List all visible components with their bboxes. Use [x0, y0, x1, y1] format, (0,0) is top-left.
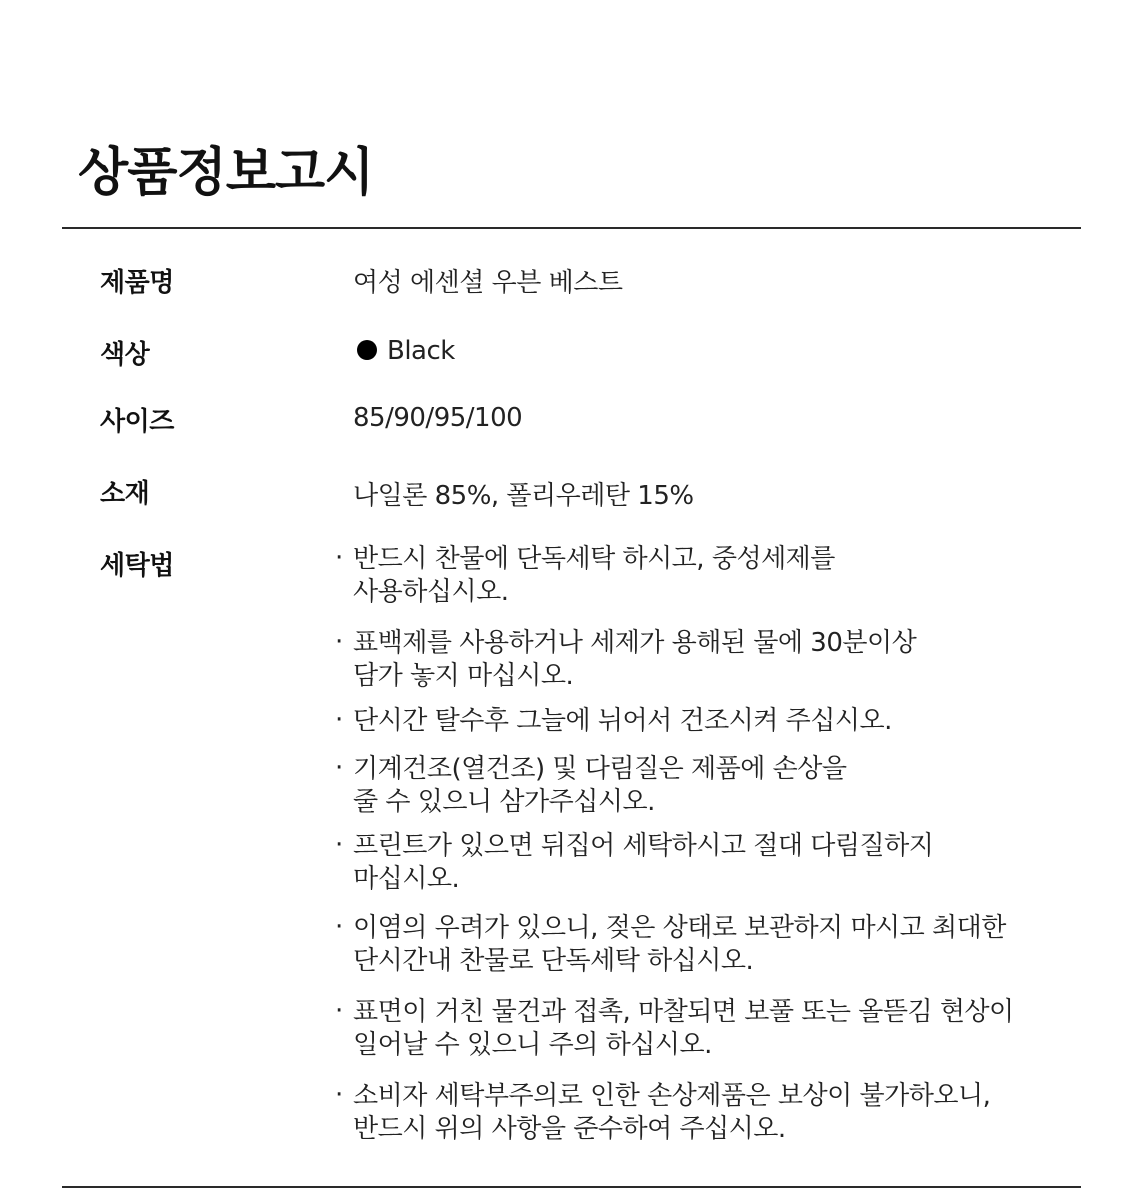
- care-instruction-text: 기계건조(열건조) 및 다림질은 제품에 손상을 줄 수 있으니 삼가주십시오.: [353, 754, 847, 817]
- care-label: 세탁법: [100, 551, 174, 581]
- color-swatch-icon: [357, 340, 377, 360]
- bullet-icon: ·: [335, 996, 343, 1026]
- size-label: 사이즈: [100, 407, 174, 437]
- product-name-value: 여성 에센셜 우븐 베스트: [353, 268, 623, 298]
- material-label: 소재: [100, 479, 150, 509]
- bullet-icon: ·: [335, 705, 343, 735]
- care-instruction-text: 단시간 탈수후 그늘에 뉘어서 건조시켜 주십시오.: [353, 706, 892, 736]
- bullet-icon: ·: [335, 1080, 343, 1110]
- care-instruction-text: 표백제를 사용하거나 세제가 용해된 물에 30분이상 담가 놓지 마십시오.: [353, 628, 917, 691]
- color-value-text: Black: [387, 336, 455, 366]
- bottom-divider: [62, 1186, 1081, 1188]
- color-value: [357, 336, 455, 366]
- product-name-label: 제품명: [100, 268, 174, 298]
- color-label: 색상: [100, 340, 150, 370]
- bullet-icon: ·: [335, 912, 343, 942]
- care-instruction-text: 소비자 세탁부주의로 인한 손상제품은 보상이 불가하오니, 반드시 위의 사항을 준수하여 주십시오.: [353, 1081, 991, 1144]
- top-divider: [62, 227, 1081, 229]
- size-value: 85/90/95/100: [353, 403, 523, 433]
- bullet-icon: ·: [335, 830, 343, 860]
- care-instruction-text: 이염의 우려가 있으니, 젖은 상태로 보관하지 마시고 최대한 단시간내 찬물로 단독세탁 하십시오.: [353, 913, 1006, 976]
- material-value: 나일론 85%, 폴리우레탄 15%: [353, 481, 694, 511]
- care-instruction-text: 프린트가 있으면 뒤집어 세탁하시고 절대 다림질하지 마십시오.: [353, 831, 934, 894]
- care-instruction-text: 반드시 찬물에 단독세탁 하시고, 중성세제를 사용하십시오.: [353, 544, 835, 607]
- bullet-icon: ·: [335, 753, 343, 783]
- care-instruction-text: 표면이 거친 물건과 접촉, 마찰되면 보풀 또는 올뜯김 현상이 일어날 수 있으니 주의 하십시오.: [353, 997, 1014, 1060]
- page-title: 상품정보고시: [78, 143, 374, 203]
- bullet-icon: ·: [335, 543, 343, 573]
- bullet-icon: ·: [335, 627, 343, 657]
